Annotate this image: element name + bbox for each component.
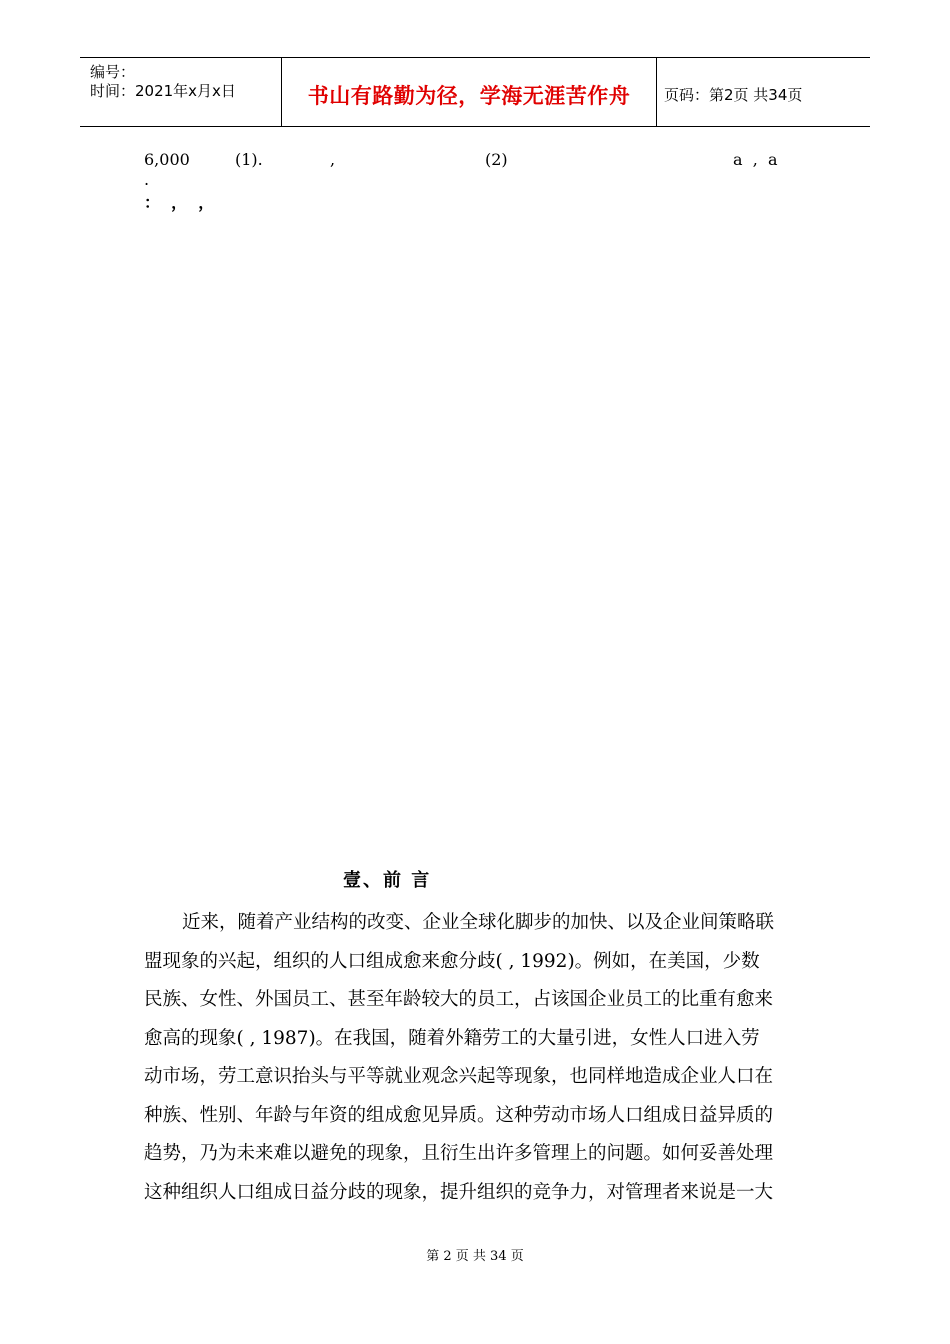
- document-number-label: 编号：: [90, 63, 136, 81]
- fragment-item-1: (1).: [235, 150, 263, 169]
- paragraph-line: 种族、性别、年龄与年资的组成愈见异质。这种劳动市场人口组成日益异质的: [144, 1104, 774, 1126]
- fragment-comma: ,: [330, 150, 336, 169]
- section-heading: 壹、前 言: [343, 870, 432, 891]
- paragraph-line: 盟现象的兴起，组织的人口组成愈来愈分歧( , 1992)。例如，在美国，少数: [144, 950, 760, 972]
- fragment-number: 6,000: [144, 150, 190, 169]
- page-footer: 第 2 页 共 34 页: [426, 1249, 524, 1264]
- header-page-cell: [656, 58, 870, 126]
- header-page-info: 页码：第2页 共34页: [664, 86, 803, 104]
- document-header: [80, 57, 870, 127]
- document-date: 时间：2021年x月x日: [90, 82, 236, 100]
- paragraph-line: 近来，随着产业结构的改变、企业全球化脚步的加快、以及企业间策略联: [182, 912, 775, 933]
- header-motto: 书山有路勤为径，学海无涯苦作舟: [307, 84, 631, 108]
- body-paragraph: [144, 904, 814, 1212]
- header-motto-cell: [281, 58, 657, 126]
- paragraph-line: 趋势，乃为未来难以避免的现象，且衍生出许多管理上的问题。如何妥善处理: [144, 1143, 774, 1164]
- paragraph-line: 这种组织人口组成日益分歧的现象，提升组织的竞争力，对管理者来说是一大: [144, 1181, 774, 1203]
- paragraph-line: 动市场，劳工意识抬头与平等就业观念兴起等现象，也同样地造成企业人口在: [144, 1066, 774, 1087]
- fragment-letters: a , a: [733, 150, 778, 169]
- fragment-dot: .: [144, 170, 150, 189]
- fragment-item-2: (2): [485, 150, 508, 169]
- fragment-punctuation: ： ， ，: [144, 193, 215, 212]
- header-meta-cell: [80, 58, 281, 126]
- paragraph-line: 民族、女性、外国员工、甚至年龄较大的员工，占该国企业员工的比重有愈来: [144, 989, 774, 1010]
- paragraph-line: 愈高的现象( , 1987)。在我国，随着外籍劳工的大量引进，女性人口进入劳: [144, 1027, 760, 1049]
